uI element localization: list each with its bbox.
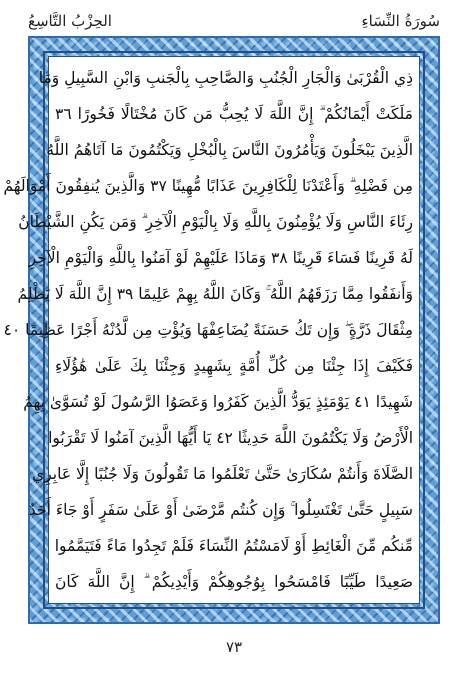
ornamental-frame xyxy=(3,36,440,624)
text-line: لَهُ قَرِينًا فَسَاءَ قَرِينًا ٣٨ وَمَاذَا عَلَيْهِمْ لَوْ آمَنُوا بِاللَّهِ وَالْيَوْمِ الْآخِرِ xyxy=(28,249,413,267)
text-line: وَأَنفَقُوا مِمَّا رَزَقَهُمُ اللَّهُ ۚ وَكَانَ اللَّهُ بِهِمْ عَلِيمًا ٣٩ إِنَّ اللَّهَ لَا يَظْلِمُ xyxy=(17,285,413,303)
text-line: فَكَيْفَ إِذَا جِئْنَا مِن كُلِّ أُمَّةٍ بِشَهِيدٍ وَجِئْنَا بِكَ عَلَىٰ هَٰؤُلَاءِ xyxy=(55,357,413,375)
text-line: الَّذِينَ يَبْخَلُونَ وَيَأْمُرُونَ النَّاسَ بِالْبُخْلِ وَيَكْتُمُونَ مَا آتَاهُمُ اللَّهُ xyxy=(46,141,413,159)
page-number: ٧٣ xyxy=(225,638,243,656)
page-header xyxy=(28,8,440,34)
text-line: رِئَاءَ النَّاسِ وَلَا يُؤْمِنُونَ بِاللَّهِ وَلَا بِالْيَوْمِ الْآخِرِ ۗ وَمَن يَكُنِ الشَّيْطَانُ xyxy=(18,213,413,231)
text-line: شَهِيدًا ٤١ يَوْمَئِذٍ يَوَدُّ الَّذِينَ كَفَرُوا وَعَصَوُا الرَّسُولَ لَوْ تُسَوَّىٰ بِهِمُ xyxy=(23,393,413,411)
surah-name: سُورَةُ النِّسَاءِ xyxy=(361,12,440,30)
text-line: مِثْقَالَ ذَرَّةٍ ۖ وَإِن تَكُ حَسَنَةً يُضَاعِفْهَا وَيُؤْتِ مِن لَّدُنْهُ أَجْرًا عَظِيمًا ٤٠ xyxy=(3,321,413,339)
hizb-label: الحِزْبُ التَّاسِعُ xyxy=(28,12,112,30)
text-line: مِن فَضْلِهِ ۗ وَأَعْتَدْنَا لِلْكَافِرِينَ عَذَابًا مُّهِينًا ٣٧ وَالَّذِينَ يُنفِقُونَ أَمْوَالَهُمْ xyxy=(3,177,413,195)
text-line: صَعِيدًا طَيِّبًا فَامْسَحُوا بِوُجُوهِكُمْ وَأَيْدِيكُمْ ۗ إِنَّ اللَّهَ كَانَ xyxy=(55,573,413,591)
text-line: مِّنكُم مِّنَ الْغَائِطِ أَوْ لَامَسْتُمُ النِّسَاءَ فَلَمْ تَجِدُوا مَاءً فَتَيَمَّمُوا xyxy=(54,537,413,555)
text-line: ذِي الْقُرْبَىٰ وَالْجَارِ الْجُنُبِ وَالصَّاحِبِ بِالْجَنبِ وَابْنِ السَّبِيلِ وَمَا xyxy=(38,69,413,87)
text-line: مَلَكَتْ أَيْمَانُكُمْ ۗ إِنَّ اللَّهَ لَا يُحِبُّ مَن كَانَ مُخْتَالًا فَخُورًا ٣٦ xyxy=(55,105,413,123)
text-panel xyxy=(3,56,420,604)
text-line: سَبِيلٍ حَتَّىٰ تَغْتَسِلُوا ۚ وَإِن كُنتُم مَّرْضَىٰ أَوْ عَلَىٰ سَفَرٍ أَوْ جَاءَ أَحَدٌ xyxy=(28,501,413,519)
text-line: الصَّلَاةَ وَأَنتُمْ سُكَارَىٰ حَتَّىٰ تَعْلَمُوا مَا تَقُولُونَ وَلَا جُنُبًا إِلَّا عَابِرِي xyxy=(32,465,413,483)
verse-lines xyxy=(3,63,413,597)
text-line: الْأَرْضُ وَلَا يَكْتُمُونَ اللَّهَ حَدِيثًا ٤٢ يَا أَيُّهَا الَّذِينَ آمَنُوا لَا تَقْرَبُوا xyxy=(48,429,413,447)
